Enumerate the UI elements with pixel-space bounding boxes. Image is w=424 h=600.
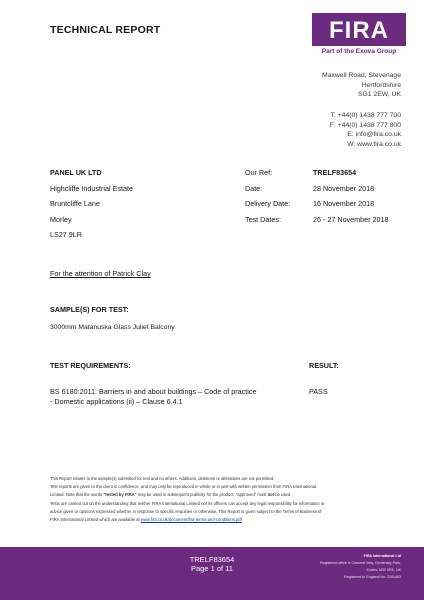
registered-office bbox=[320, 553, 401, 581]
disclaimer-line: This Report relates to the sample(s) submitted for test and no others. Additions, deletions or alterations are not permitted. bbox=[50, 476, 275, 481]
registered-line: Registered office is Cornerst Way, Centenary Park, bbox=[319, 561, 401, 565]
samples-heading: SAMPLE(S) FOR TEST: bbox=[50, 305, 129, 314]
delivery-date-label: Delivery Date: bbox=[245, 199, 291, 208]
disclaimer bbox=[50, 475, 375, 524]
sample-item: 3000mm Matanuska Glass Juliet Balcony bbox=[50, 324, 175, 331]
test-dates-value: 26 - 27 November 2018 bbox=[313, 214, 389, 224]
terms-link[interactable]: www.fira.co.uk/document/fira-terms-and-conditions.pdf bbox=[140, 517, 242, 523]
logo-text: FIRA bbox=[329, 17, 389, 44]
address-line: Hertfordshire bbox=[361, 81, 401, 89]
disclaimer-line: advice given or opinions expressed whether in response to specific enquiries or otherwise. This Report is given subject to the Terms of Business of bbox=[50, 508, 322, 514]
our-ref-value: TRELF83654 bbox=[313, 168, 357, 177]
client-line: LS27 9LR bbox=[50, 230, 82, 239]
registered-line: Registered in England No: 3181483 bbox=[344, 575, 401, 579]
test-requirements-heading: TEST REQUIREMENTS: bbox=[50, 361, 131, 370]
client-line: Morley bbox=[50, 214, 72, 224]
website: W: www.fira.co.uk bbox=[347, 140, 401, 148]
disclaimer-line: Tests are carried out on the understanding that neither FIRA International Limited nor its officers can accept any legal responsibility for information or bbox=[50, 500, 325, 506]
company-name: FIRA International Ltd bbox=[363, 554, 401, 558]
telephone: T: +44(0) 1438 777 700 bbox=[330, 112, 401, 119]
fax: F: +44(0) 1438 777 800 bbox=[329, 121, 401, 129]
disclaimer-line bbox=[50, 516, 375, 524]
fira-logo bbox=[312, 13, 406, 65]
our-ref-label: Our Ref: bbox=[245, 168, 273, 177]
client-name: PANEL UK LTD bbox=[50, 168, 102, 177]
footer-bar bbox=[0, 547, 424, 600]
disclaimer-bold: "tested by FIRA" bbox=[103, 492, 137, 498]
disclaimer-text: FIRA International Limited which are available at bbox=[50, 517, 141, 523]
reference-values bbox=[313, 168, 389, 230]
date-label: Date: bbox=[245, 183, 263, 193]
requirement-text bbox=[50, 387, 256, 406]
email: E: info@fira.co.uk bbox=[347, 131, 401, 139]
result-heading: RESULT: bbox=[309, 361, 339, 370]
logo-subtitle: Part of the Exova Group bbox=[321, 48, 397, 55]
client-address bbox=[50, 168, 133, 246]
result-value: PASS bbox=[309, 387, 328, 396]
client-line: Highcliffe Industrial Estate bbox=[50, 183, 133, 193]
footer-ref-number: TRELF83654 bbox=[189, 555, 235, 564]
disclaimer-text: be used. bbox=[274, 492, 292, 498]
contact-block bbox=[330, 111, 401, 149]
address-line: SG1 2EW, UK bbox=[357, 91, 401, 99]
disclaimer-line bbox=[50, 491, 375, 499]
disclaimer-text: may be used in subsequent publicity for the product; "approved" must bbox=[136, 492, 268, 498]
attention-line: For the attention of Patrick Clay bbox=[50, 269, 151, 278]
disclaimer-bold: not bbox=[267, 492, 275, 498]
reference-labels bbox=[245, 168, 290, 230]
page-number: Page 1 of 11 bbox=[191, 564, 233, 573]
address-block bbox=[322, 71, 401, 100]
requirement-line: BS 6180:2011: Barriers in and about buildings – Code of practice bbox=[50, 387, 257, 396]
address-line: Maxwell Road, Stevenage bbox=[322, 72, 401, 79]
client-line: Bruntcliffe Lane bbox=[50, 199, 100, 208]
requirement-line: - Domestic applications (ii) – Clause 6.4.1 bbox=[50, 396, 183, 406]
disclaimer-text: Limited. Note that the words bbox=[50, 492, 104, 498]
date-value: 28 November 2018 bbox=[313, 183, 375, 193]
registered-line: Eccles, M30 0RE, UK bbox=[366, 568, 401, 572]
page-title: TECHNICAL REPORT bbox=[50, 24, 161, 36]
test-dates-label: Test Dates: bbox=[245, 214, 281, 224]
delivery-date-value: 16 November 2018 bbox=[313, 199, 375, 208]
disclaimer-line: Test reports are given to the client in confidence, and may only be reproduced in whole or in part with written permission from FIRA International bbox=[50, 484, 317, 490]
